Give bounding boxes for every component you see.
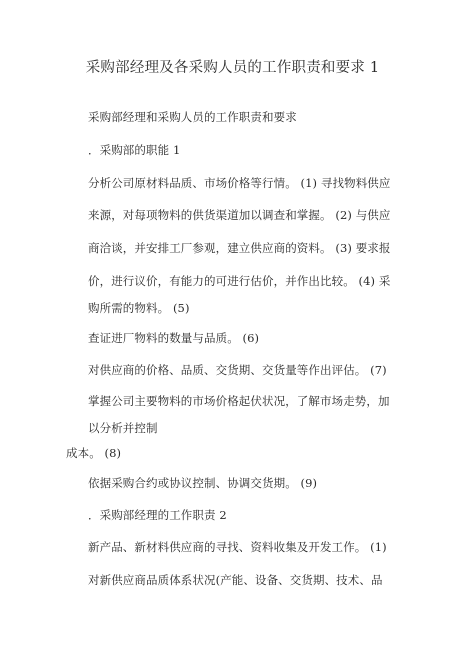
paragraph-line: 新产品、新材料供应商的寻找、资料收集及开发工作。 (1)	[88, 540, 387, 554]
paragraph-line: 成本。 (8)	[66, 446, 122, 460]
paragraph-line: 对新供应商品质体系状况(产能、设备、交货期、技术、品	[88, 573, 383, 587]
paragraph-line: 来源，对每项物料的供货渠道加以调查和掌握。 (2) 与供应	[88, 208, 391, 222]
paragraph-line: 分析公司原材料品质、市场价格等行情。 (1) 寻找物料供应	[88, 176, 391, 190]
paragraph-line: 购所需的物料。 (5)	[88, 301, 190, 315]
subsection-heading: ．采购部的职能 1	[88, 143, 181, 157]
document-title: 采购部经理及各采购人员的工作职责和要求 1	[85, 60, 380, 76]
section-heading: 采购部经理和采购人员的工作职责和要求	[88, 110, 297, 124]
paragraph-line: 查证进厂物料的数量与品质。 (6)	[88, 331, 260, 345]
subsection-heading: ．采购部经理的工作职责 2	[88, 508, 227, 522]
paragraph-line: 价，进行议价，有能力的可进行估价，并作出比较。 (4) 采	[88, 274, 391, 288]
paragraph-line: 对供应商的价格、品质、交货期、交货量等作出评估。 (7)	[88, 363, 387, 377]
paragraph-line: 依据采购合约或协议控制、协调交货期。 (9)	[88, 476, 318, 490]
paragraph-line: 商洽谈，并安排工厂参观，建立供应商的资料。 (3) 要求报	[88, 241, 391, 255]
paragraph-line: 掌握公司主要物料的市场价格起伏状况，了解市场走势，加	[88, 394, 390, 408]
paragraph-line: 以分析并控制	[88, 421, 158, 435]
